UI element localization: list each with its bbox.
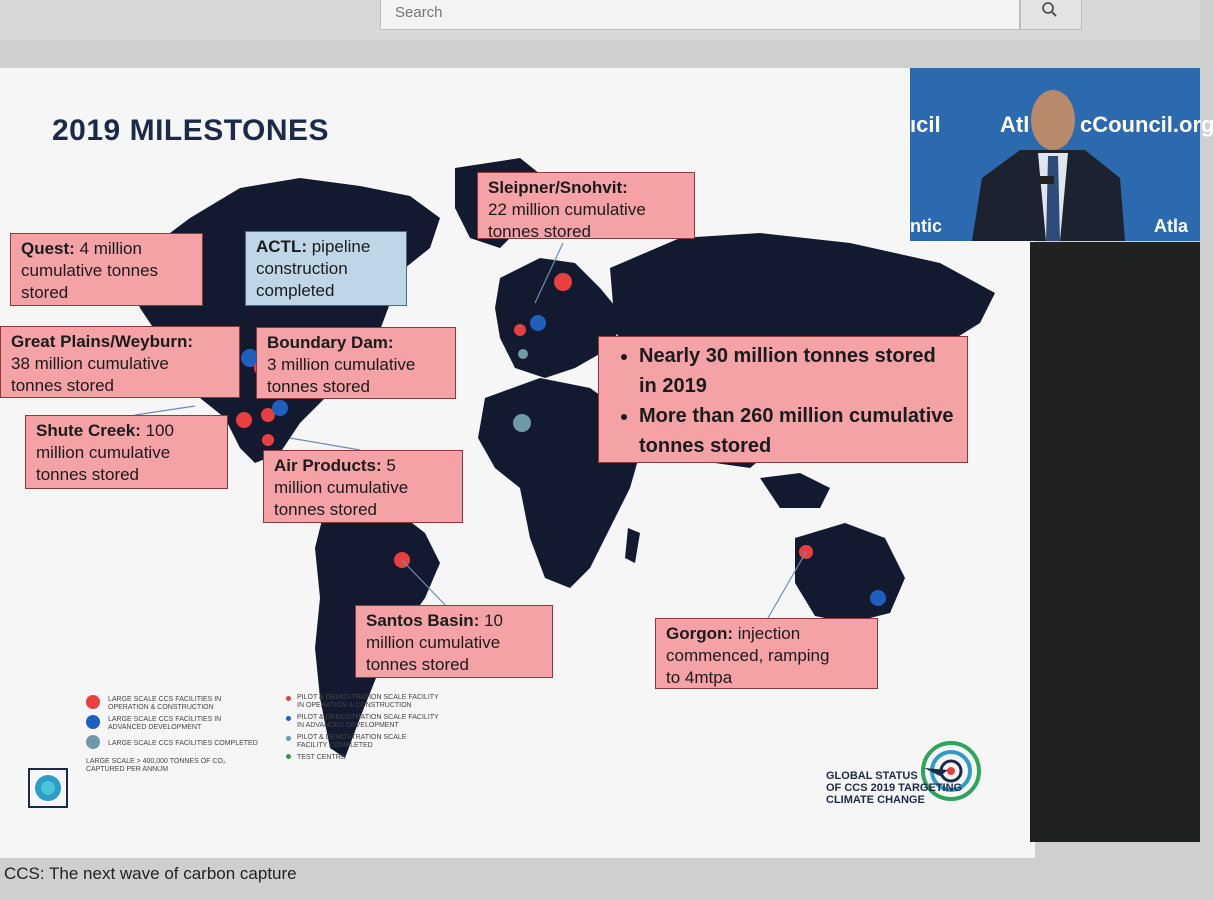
legend-green-dot (286, 754, 291, 759)
marker-europe-grey (518, 349, 528, 359)
legend-pilot-advanced: PILOT & DEMOSTRATION SCALE FACILITY IN ADVANCED DEVELOPMENT (297, 714, 439, 729)
key-point-2: • More than 260 million cumulative tonnes stored (639, 401, 955, 461)
callout-santos-basin: Santos Basin: 10 million cumulative tonnes stored (355, 605, 553, 678)
legend-large-advanced: LARGE SCALE CCS FACILITIES IN ADVANCED DEVELOPMENT (108, 716, 222, 731)
legend-pilot-completed: PILOT & DEMOSTRATION SCALE FACILITY COMPLETED (297, 734, 407, 749)
browser-toolbar (0, 0, 1200, 40)
key-points-box (598, 336, 968, 463)
global-status-title: GLOBAL STATUS OF CCS 2019 TARGETING CLIMATE CHANGE (826, 770, 963, 806)
callout-actl: ACTL: pipeline construction completed (245, 231, 407, 306)
legend-red-dot-small (286, 696, 291, 701)
callout-boundary-dam: Boundary Dam: 3 million cumulative tonnes stored (256, 327, 456, 399)
ccs-logo-icon (28, 768, 68, 808)
search-button[interactable] (1020, 0, 1082, 30)
video-backdrop-text-bottom-left: ntic (910, 216, 943, 236)
callout-gorgon: Gorgon: injection commenced, ramping to 4mtpa (655, 618, 878, 689)
madagascar (625, 528, 640, 563)
speaker-video[interactable] (910, 68, 1214, 241)
key-point-1: • Nearly 30 million tonnes stored in 2019 (639, 341, 955, 401)
video-letterbox (1030, 242, 1200, 842)
marker-usa-blue (272, 400, 288, 416)
marker-algeria (513, 414, 531, 432)
legend-blue-dot-large (86, 715, 100, 729)
marker-sleipner (554, 273, 572, 291)
legend-blue-dot-small (286, 716, 291, 721)
presentation-slide (0, 68, 1035, 858)
search-icon (1021, 0, 1083, 31)
marker-usa-red (262, 434, 274, 446)
marker-europe-red (514, 324, 526, 336)
marker-europe-blue (530, 315, 546, 331)
callout-great-plains: Great Plains/Weyburn: 38 million cumulative tonnes stored (0, 326, 240, 398)
legend-pilot-operation: PILOT & DEMOSTRATION SCALE FACILITY IN OPERATION & CONSTRUCTION (297, 694, 439, 709)
legend-grey-dot-small (286, 736, 291, 741)
legend-test-centre: TEST CENTRE (297, 754, 346, 761)
callout-air-products: Air Products: 5 million cumulative tonnes stored (263, 450, 463, 523)
video-backdrop-text-bottom-right: Atla (1154, 216, 1189, 236)
legend-large-completed: LARGE SCALE CCS FACILITIES COMPLETED (108, 740, 258, 747)
slide-title: 2019 MILESTONES (52, 114, 330, 147)
marker-shute (236, 412, 252, 428)
southeast-asia (760, 473, 830, 508)
legend-red-dot-large (86, 695, 100, 709)
callout-sleipner: Sleipner/Snohvit: 22 million cumulative tonnes stored (477, 172, 695, 239)
video-backdrop-text-left: ıcil (910, 112, 941, 137)
legend-grey-dot-large (86, 735, 100, 749)
legend-large-scale-note: LARGE SCALE > 400,000 TONNES OF CO₂ CAPTURED PER ANNUM (86, 758, 226, 773)
australia (795, 523, 905, 623)
legend-large-operation: LARGE SCALE CCS FACILITIES IN OPERATION & CONSTRUCTION (108, 696, 222, 711)
search-input[interactable] (380, 0, 1020, 30)
video-backdrop-text-right: Atl (1000, 112, 1030, 137)
callout-quest: Quest: 4 million cumulative tonnes stored (10, 233, 203, 306)
callout-shute-creek: Shute Creek: 100 million cumulative tonnes stored (25, 415, 228, 489)
video-backdrop-text-url: cCouncil.org (1080, 112, 1214, 137)
video-caption: CCS: The next wave of carbon capture (4, 864, 297, 883)
speaker-figure (910, 68, 1200, 241)
marker-australia-blue (870, 590, 886, 606)
